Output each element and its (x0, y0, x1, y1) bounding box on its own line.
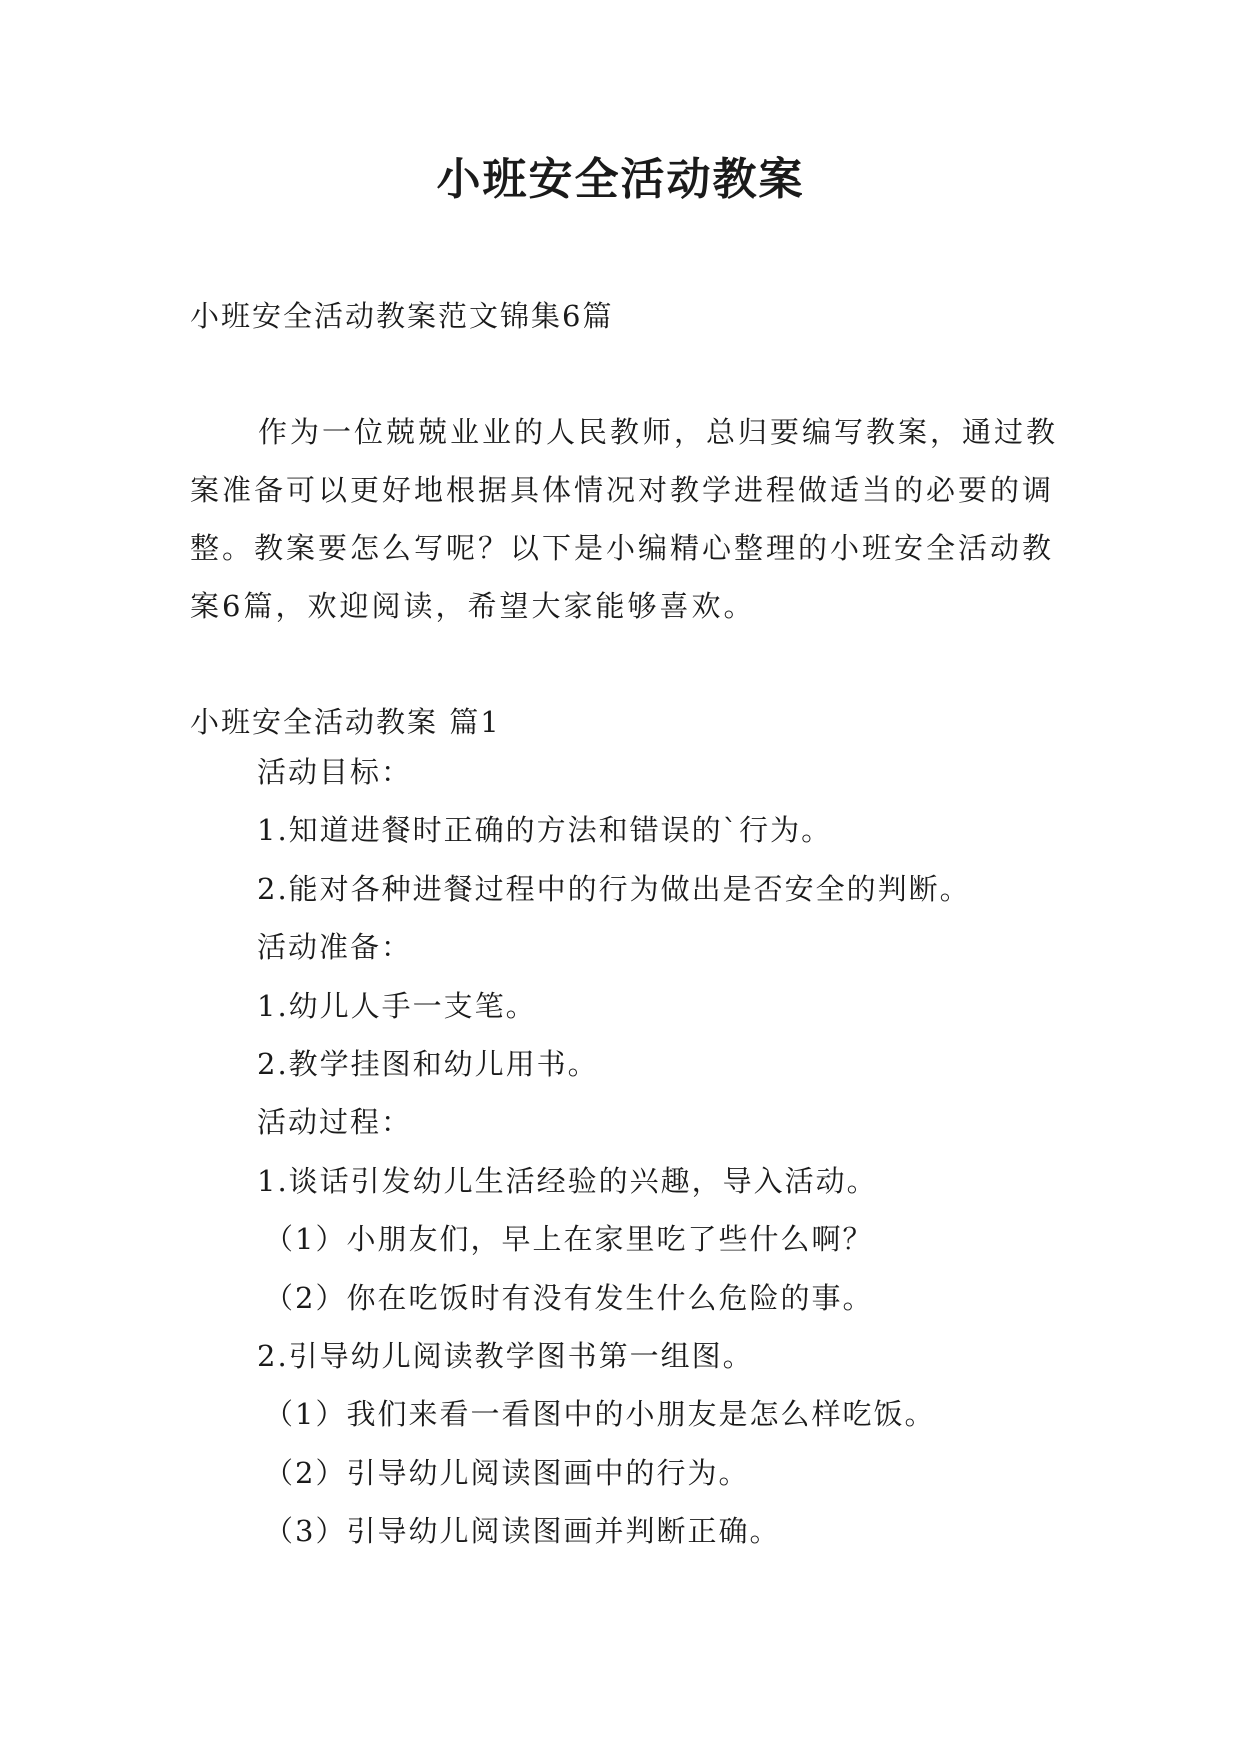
content-line: （1）小朋友们，早上在家里吃了些什么啊？ (264, 1222, 874, 1257)
lesson-plan-lines (0, 752, 971, 1569)
content-line: （3）引导幼儿阅读图画并判断正确。 (264, 1514, 781, 1549)
content-line: （2）引导幼儿阅读图画中的行为。 (264, 1455, 750, 1490)
content-line: 1.幼儿人手一支笔。 (257, 988, 537, 1023)
content-line: （1）我们来看一看图中的小朋友是怎么样吃饭。 (264, 1397, 936, 1432)
content-line: 活动过程： (257, 1105, 413, 1140)
content-line: 2.能对各种进餐过程中的行为做出是否安全的判断。 (257, 871, 971, 906)
content-line: 2.教学挂图和幼儿用书。 (257, 1046, 599, 1081)
content-line: 2.引导幼儿阅读教学图书第一组图。 (257, 1338, 754, 1373)
content-line: 1.知道进餐时正确的方法和错误的`行为。 (257, 813, 833, 848)
content-line: 1.谈话引发幼儿生活经验的兴趣，导入活动。 (257, 1163, 878, 1198)
document-subtitle: 小班安全活动教案范文锦集6篇 (190, 299, 614, 333)
content-line: 活动目标： (257, 755, 413, 789)
content-line: （2）你在吃饭时有没有发生什么危险的事。 (264, 1280, 874, 1315)
intro-paragraph: 作为一位兢兢业业的人民教师，总归要编写教案，通过教案准备可以更好地根据具体情况对教学进程做适当的必要的调整。教案要怎么写呢？以下是小编精心整理的小班安全活动教案6篇，欢迎阅读，希望大家能够喜欢。 (190, 415, 1059, 623)
content-line: 活动准备： (257, 930, 413, 965)
document-title: 小班安全活动教案 (436, 154, 805, 205)
section-heading: 小班安全活动教案 篇1 (190, 705, 501, 739)
